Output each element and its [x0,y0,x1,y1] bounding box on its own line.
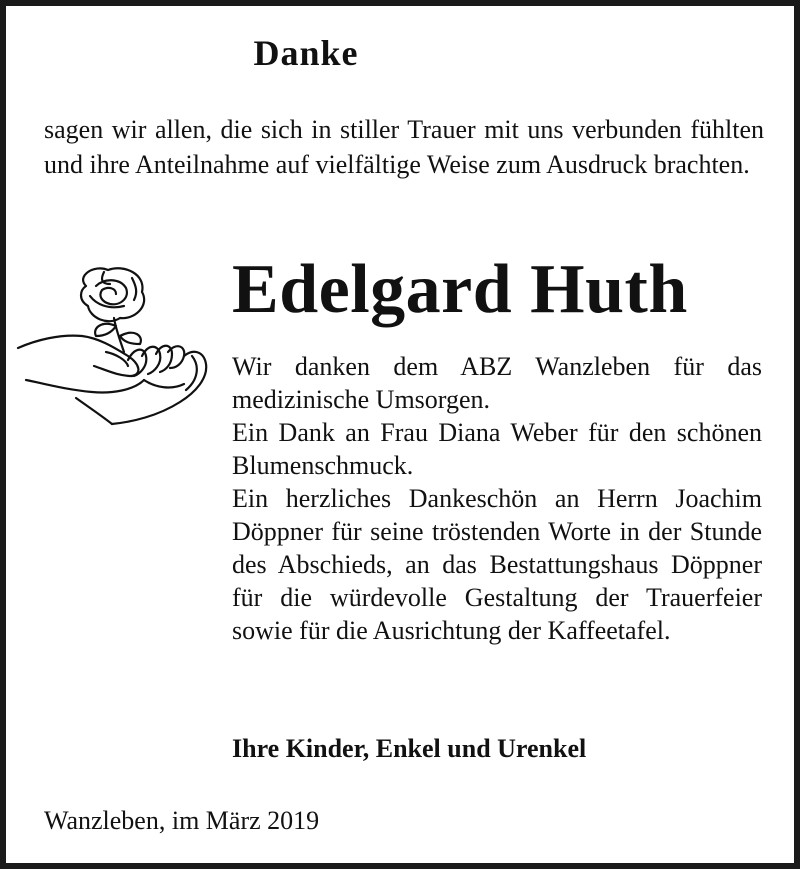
deceased-name: Edelgard Huth [232,251,688,328]
thanks-paragraph: Ein Dank an Frau Diana Weber für den schönen Blumenschmuck. [232,418,762,480]
heading: Danke [253,33,359,73]
thanks-paragraph: Wir danken dem ABZ Wanzleben für das medizinische Umsorgen. [232,352,762,414]
place-date: Wanzleben, im März 2019 [44,806,320,835]
thanks-paragraph: Ein herzliches Dankeschön an Herrn Joachim Döppner für seine tröstenden Worte in der Stunde des Abschieds, an das Bestattungshaus Döppner für die würdevolle Gestaltung der Trauerfeier sowie für die Ausrichtung der Kaffeetafel. [232,484,762,645]
signature: Ihre Kinder, Enkel und Urenkel [232,734,587,763]
rose-in-hands-icon [16,256,216,436]
intro-text: sagen wir allen, die sich in stiller Trauer mit uns verbunden fühlten und ihre Anteilnahme auf vielfältige Weise zum Ausdruck brachten. [44,115,764,179]
thanks-section [232,350,762,647]
